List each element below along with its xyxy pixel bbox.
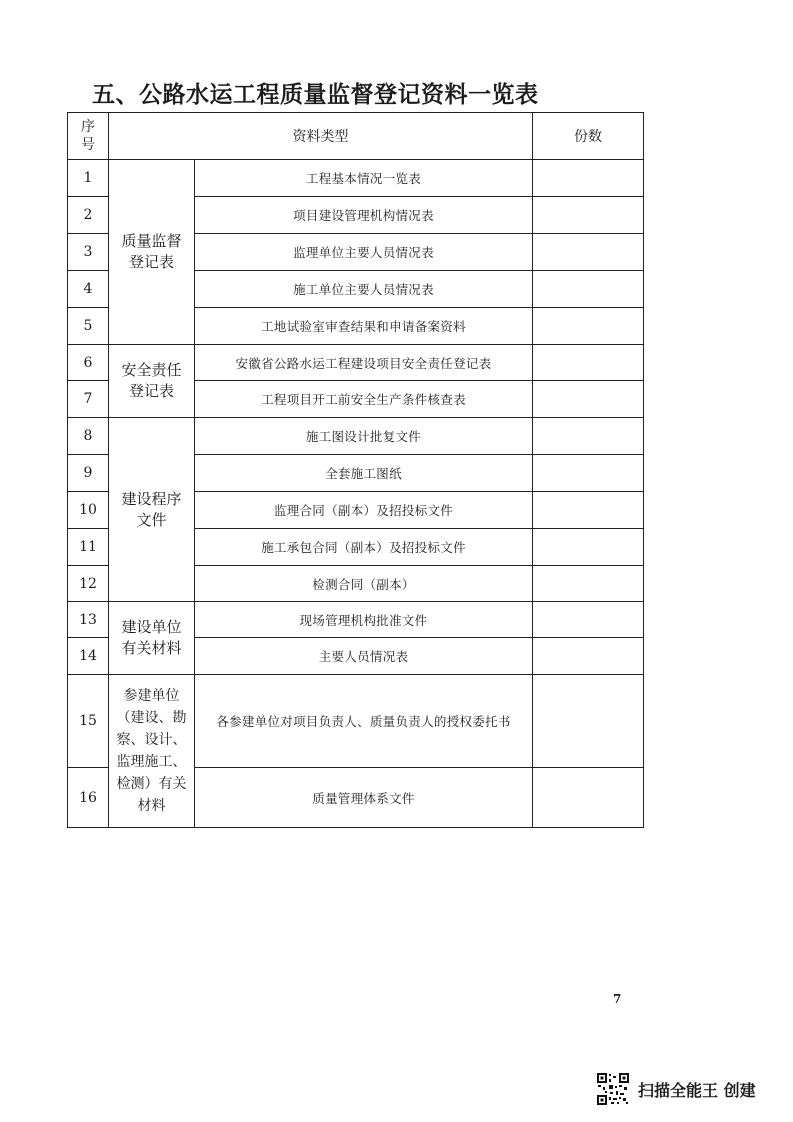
table-row [68,418,644,455]
row-number: 13 [68,602,109,638]
table-row [68,345,644,381]
row-number: 6 [68,345,109,381]
category-cell [109,602,195,675]
copies-cell [533,638,644,675]
category-label: 参建单位（建设、勘察、设计、监理施工、检测）有关材料 [116,688,187,814]
row-number: 5 [68,308,109,345]
copies-cell [533,418,644,455]
material-type-cell: 检测合同（副本） [195,566,533,602]
copies-cell [533,492,644,529]
copies-cell [533,602,644,638]
row-number: 1 [68,160,109,197]
category-label: 建设程序文件 [121,489,182,529]
row-number: 8 [68,418,109,455]
material-type-cell: 施工图设计批复文件 [195,418,533,455]
material-type-cell: 项目建设管理机构情况表 [195,197,533,234]
material-type-cell: 质量管理体系文件 [195,768,533,828]
row-number: 12 [68,566,109,602]
page-title: 五、公路水运工程质量监督登记资料一览表 [92,82,539,108]
material-type-cell: 工程项目开工前安全生产条件核查表 [195,381,533,418]
material-type-cell: 全套施工图纸 [195,455,533,492]
row-number: 7 [68,381,109,418]
page-number: 7 [613,992,622,1006]
material-type-cell: 工地试验室审查结果和申请备案资料 [195,308,533,345]
row-number: 4 [68,271,109,308]
copies-cell [533,160,644,197]
category-label: 建设单位有关材料 [121,618,182,657]
category-label: 安全责任登记表 [121,361,182,400]
table-row [68,602,644,638]
copies-cell [533,566,644,602]
category-cell [109,675,195,828]
category-cell [109,160,195,345]
table-row [68,675,644,768]
registration-table [67,112,644,828]
material-type-cell: 工程基本情况一览表 [195,160,533,197]
copies-cell [533,308,644,345]
copies-cell [533,197,644,234]
header-serial-no-label: 序号 [81,119,95,153]
copies-cell [533,271,644,308]
copies-cell [533,381,644,418]
material-type-cell: 各参建单位对项目负责人、质量负责人的授权委托书 [195,675,533,768]
row-number: 14 [68,638,109,675]
category-label: 质量监督登记表 [121,232,182,271]
material-type-cell: 监理单位主要人员情况表 [195,234,533,271]
material-type-cell: 现场管理机构批准文件 [195,602,533,638]
row-number: 16 [68,768,109,828]
scanner-watermark-text: 扫描全能王 创建 [638,1080,756,1100]
header-material-type: 资料类型 [109,113,533,160]
material-type-cell: 监理合同（副本）及招投标文件 [195,492,533,529]
category-cell [109,345,195,418]
header-serial-no [68,113,109,160]
copies-cell [533,234,644,271]
table-row [68,160,644,197]
copies-cell [533,529,644,566]
qr-code-icon [596,1072,630,1106]
category-cell [109,418,195,602]
copies-cell [533,345,644,381]
row-number: 3 [68,234,109,271]
row-number: 15 [68,675,109,768]
scanner-watermark [596,1072,756,1106]
material-type-cell: 安徽省公路水运工程建设项目安全责任登记表 [195,345,533,381]
row-number: 10 [68,492,109,529]
material-type-cell: 施工单位主要人员情况表 [195,271,533,308]
material-type-cell: 主要人员情况表 [195,638,533,675]
row-number: 11 [68,529,109,566]
copies-cell [533,768,644,828]
table-header-row [68,113,644,160]
row-number: 9 [68,455,109,492]
copies-cell [533,455,644,492]
copies-cell [533,675,644,768]
row-number: 2 [68,197,109,234]
header-copies: 份数 [533,113,644,160]
material-type-cell: 施工承包合同（副本）及招投标文件 [195,529,533,566]
